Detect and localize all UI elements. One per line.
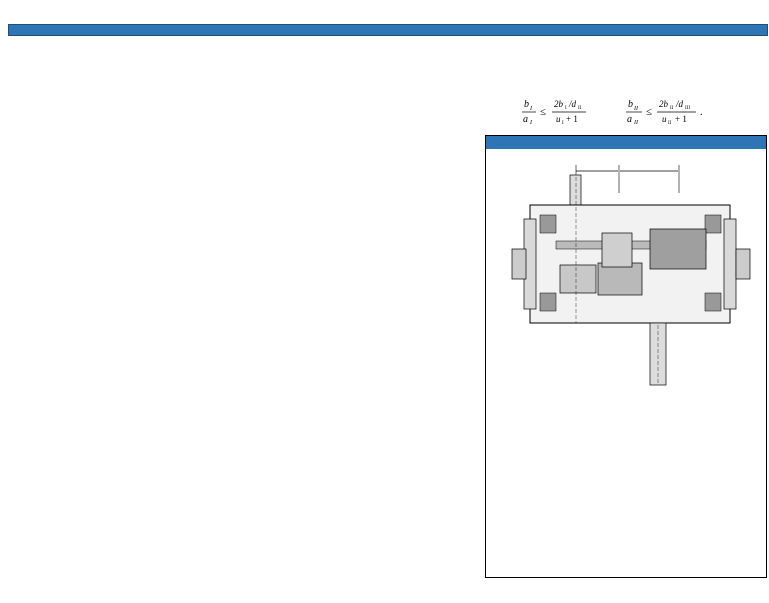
- summary-heading: [486, 136, 766, 149]
- svg-text:I: I: [530, 120, 532, 126]
- svg-text:2b: 2b: [554, 99, 563, 109]
- svg-text:a: a: [523, 114, 528, 125]
- svg-text:≤: ≤: [540, 106, 547, 118]
- gearbox-svg: [500, 153, 755, 388]
- svg-text:/d: /d: [676, 99, 684, 109]
- svg-text:u: u: [662, 114, 667, 124]
- svg-text:2b: 2b: [659, 99, 668, 109]
- svg-text:I: I: [565, 106, 567, 111]
- svg-text:II: II: [668, 121, 672, 126]
- svg-text:II: II: [670, 106, 674, 111]
- formula-svg: [520, 96, 720, 126]
- svg-text:+ 1: + 1: [566, 114, 578, 124]
- svg-text:II: II: [578, 106, 582, 111]
- svg-text:b: b: [524, 99, 529, 110]
- svg-text:I: I: [530, 106, 532, 112]
- svg-text:II: II: [634, 106, 638, 112]
- svg-text:u: u: [556, 114, 561, 124]
- svg-text:b: b: [628, 99, 633, 110]
- svg-text:.: .: [700, 107, 703, 118]
- svg-text:II: II: [634, 120, 638, 126]
- svg-text:/d: /d: [569, 99, 577, 109]
- banner: [8, 24, 768, 36]
- gearbox-diagram: [500, 153, 755, 388]
- svg-text:a: a: [627, 114, 632, 125]
- svg-text:I: I: [562, 121, 564, 126]
- svg-text:≤: ≤: [646, 106, 653, 118]
- svg-text:III: III: [685, 106, 690, 111]
- formula: [520, 96, 720, 126]
- svg-text:+ 1: + 1: [675, 114, 687, 124]
